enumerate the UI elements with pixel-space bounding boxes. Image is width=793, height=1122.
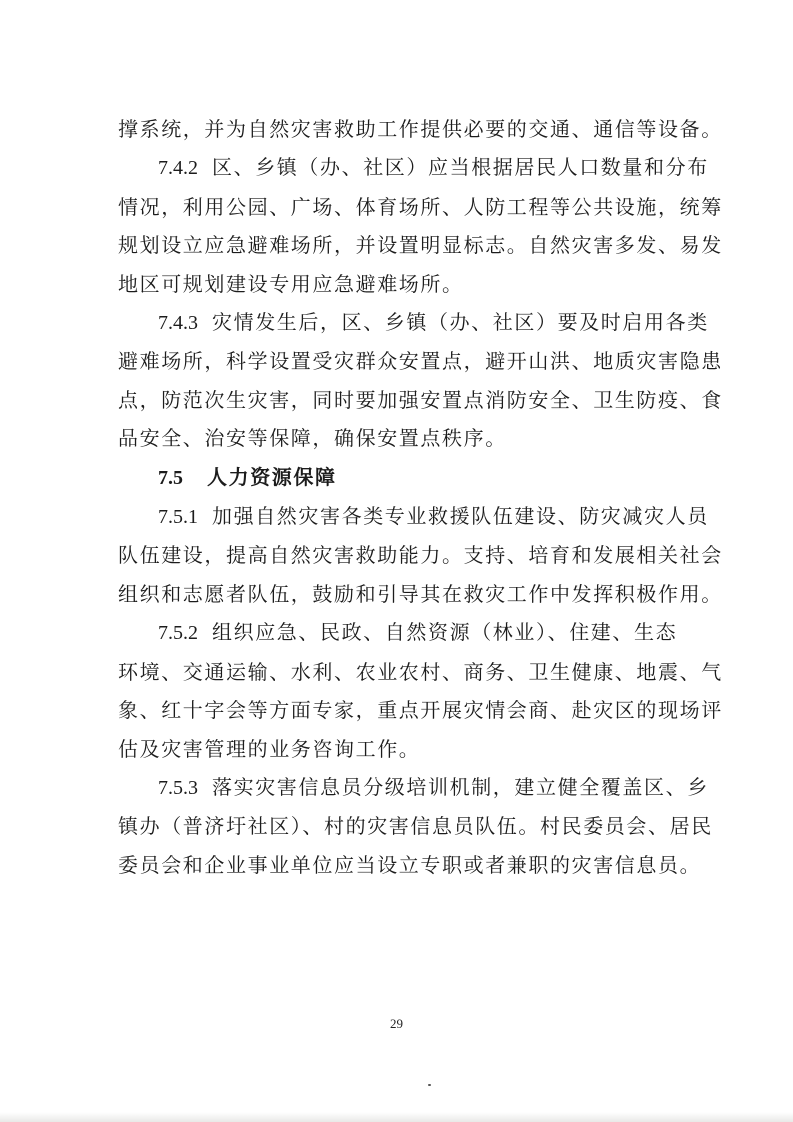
text-line: 避难场所，科学设置受灾群众安置点，避开山洪、地质灾害隐患 [118, 349, 723, 374]
text-line: 灾情发生后，区、乡镇（办、社区）要及时启用各类 [212, 310, 709, 335]
section-number: 7.4.2 [158, 157, 198, 180]
text-line: 组织和志愿者队伍，鼓励和引导其在救灾工作中发挥积极作用。 [118, 581, 723, 606]
section-number: 7.5 [158, 466, 183, 489]
section-number: 7.5.2 [158, 622, 198, 645]
text-line: 地区可规划建设专用应急避难场所。 [118, 271, 464, 296]
paragraph-7-5-3-first-line [118, 768, 709, 807]
text-line: 队伍建设，提高自然灾害救助能力。支持、培育和发展相关社会 [118, 543, 723, 568]
paragraph-7-4-3-first-line [118, 303, 709, 342]
text-line: 规划设立应急避难场所，并设置明显标志。自然灾害多发、易发 [118, 233, 723, 258]
paragraph-7-5-1-first-line [118, 497, 709, 536]
section-title: 人力资源保障 [207, 464, 337, 489]
section-number: 7.5.1 [158, 506, 198, 529]
scan-speck [428, 1084, 431, 1086]
section-number: 7.5.3 [158, 776, 198, 799]
document-body [118, 110, 723, 884]
text-line: 环境、交通运输、水利、农业农村、商务、卫生健康、地震、气 [118, 659, 723, 684]
text-line: 加强自然灾害各类专业救援队伍建设、防灾减灾人员 [212, 504, 709, 529]
text-line: 估及灾害管理的业务咨询工作。 [118, 736, 421, 761]
text-line: 委员会和企业事业单位应当设立专职或者兼职的灾害信息员。 [118, 852, 702, 877]
text-line: 撑系统，并为自然灾害救助工作提供必要的交通、通信等设备。 [118, 117, 723, 141]
page-number: 29 [390, 1016, 403, 1031]
text-line: 区、乡镇（办、社区）应当根据居民人口数量和分布 [212, 155, 709, 180]
text-line: 品安全、治安等保障，确保安置点秩序。 [118, 426, 507, 451]
scan-bottom-edge [0, 1112, 793, 1122]
paragraph-7-4-2-first-line [118, 148, 709, 187]
text-line: 象、红十字会等方面专家，重点开展灾情会商、赴灾区的现场评 [118, 698, 723, 723]
text-line: 镇办（普济圩社区）、村的灾害信息员队伍。村民委员会、居民 [118, 814, 713, 839]
text-line: 点，防范次生灾害，同时要加强安置点消防安全、卫生防疫、食 [118, 387, 723, 412]
text-line: 情况，利用公园、广场、体育场所、人防工程等公共设施，统筹 [118, 194, 723, 219]
section-number: 7.4.3 [158, 312, 198, 335]
text-line: 组织应急、民政、自然资源（林业）、住建、生态 [212, 620, 678, 645]
paragraph-7-5-2-first-line [118, 613, 701, 652]
text-line: 落实灾害信息员分级培训机制，建立健全覆盖区、乡 [212, 774, 709, 799]
section-heading-7-5 [118, 458, 701, 497]
